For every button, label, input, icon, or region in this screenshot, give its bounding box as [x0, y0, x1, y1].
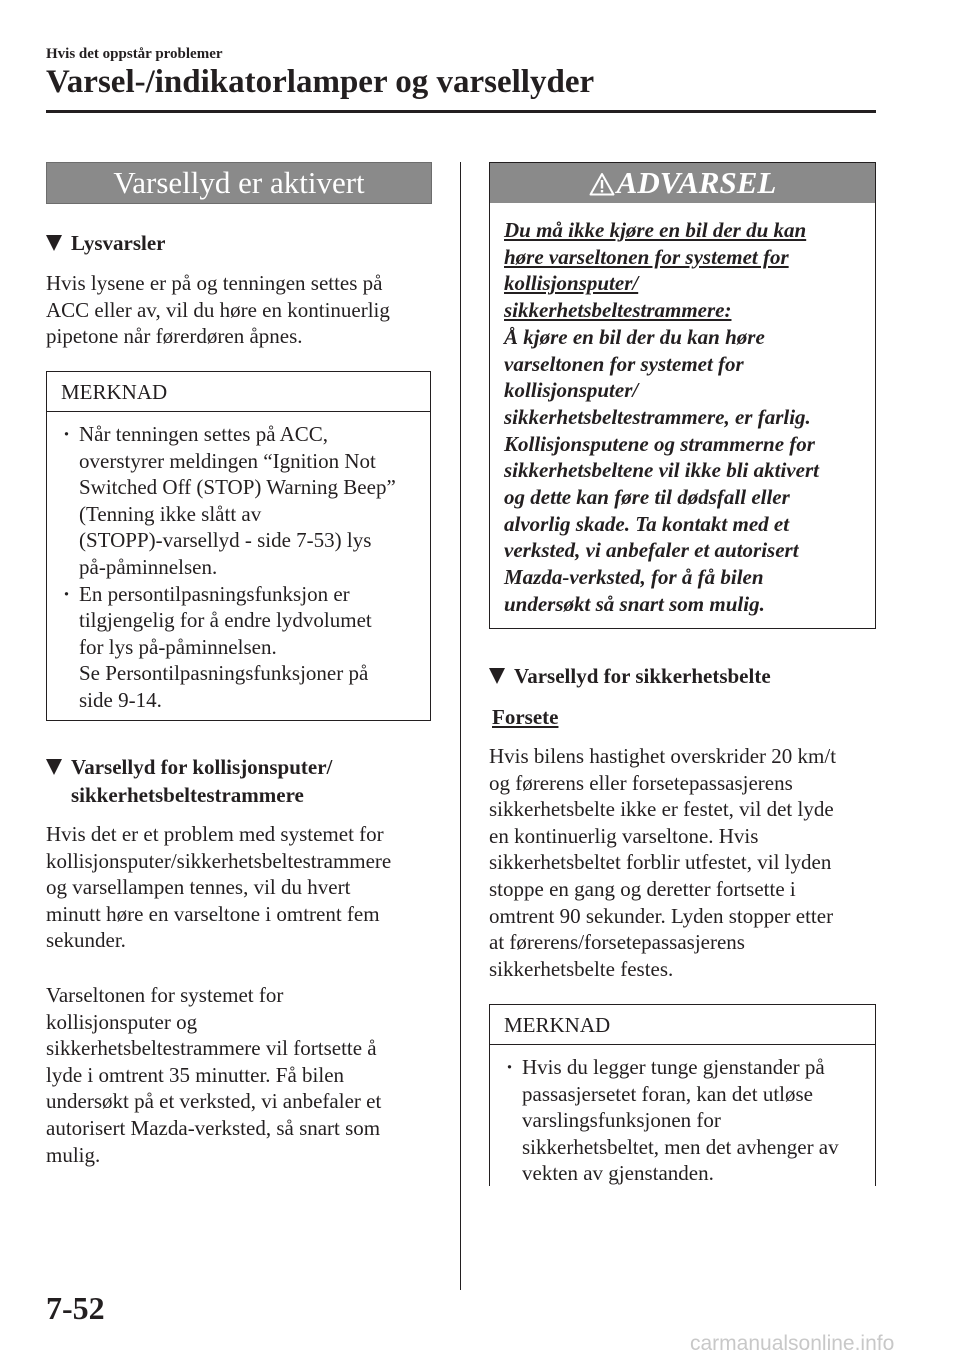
airbag-heading [46, 753, 332, 809]
triangle-bullet-icon [46, 759, 62, 775]
warning-heading [490, 163, 875, 203]
warning-lead: Du må ikke kjøre en bil der du kan høre varseltonen for systemet for kollisjonsputer/ sikkerhetsbeltestrammere: [504, 218, 807, 323]
lysvarsler-heading-text: Lysvarsler [71, 231, 166, 255]
note-heading: MERKNAD [490, 1005, 875, 1045]
forsete-subheading: Forsete [492, 705, 559, 729]
note-item: · Hvis du legger tunge gjenstander på passasjersetet foran, kan det utløse varslingsfunksjonen for sikkerhetsbeltet, men det avhenger av vekten av gjenstanden. [504, 1054, 865, 1187]
title-rule [46, 110, 876, 113]
warning-heading-text: ADVARSEL [616, 165, 777, 200]
chapter-label: Hvis det oppstår problemer [46, 46, 223, 62]
page-number: 7-52 [46, 1290, 105, 1326]
triangle-bullet-icon [489, 668, 505, 684]
seatbelt-heading-text: Varsellyd for sikkerhetsbelte [514, 664, 771, 688]
note-box-seatbelt [489, 1004, 876, 1186]
warning-body [490, 203, 875, 618]
note-item: · En persontilpasningsfunksjon er tilgjengelig for å endre lydvolumet for lys på-påminnelsen. Se Persontilpasningsfunksjoner på side 9-14. [61, 581, 420, 714]
watermark-site: carmanualsonline.info [690, 1332, 895, 1355]
airbag-heading-line2: sikkerhetsbeltestrammere [71, 783, 304, 807]
triangle-bullet-icon [46, 235, 62, 251]
note-box-lights [46, 371, 431, 721]
warning-box [489, 162, 876, 629]
warning-text: Å kjøre en bil der du kan høre varseltonen for systemet for kollisjonsputer/ sikkerhetsbeltestrammere, er farlig. Kollisjonsputene og strammerne for sikkerhetsbeltene vil ikke bli aktivert og dette kan føre til dødsfall eller alvorlig skade. Ta kontakt med et verksted, vi anbefaler et autorisert Mazda-verksted, for å få bilen undersøkt så snart som mulig. [504, 324, 819, 616]
warning-triangle-icon [589, 172, 615, 196]
airbag-heading-line1: Varsellyd for kollisjonsputer/ [71, 755, 333, 779]
seatbelt-heading [489, 662, 771, 690]
note-list [490, 1045, 875, 1187]
lysvarsler-heading [46, 229, 166, 257]
note-list [47, 412, 430, 714]
airbag-body-2: Varseltonen for systemet for kollisjonsputer og sikkerhetsbeltestrammere vil fortsette å lyde i omtrent 35 minutter. Få bilen undersøkt på et verksted, vi anbefaler et autorisert Mazda-verksted, så snart som mulig. [46, 983, 382, 1167]
seatbelt-body: Hvis bilens hastighet overskrider 20 km/t og førerens eller forsetepassasjerens sikkerhetsbelte ikke er festet, vil det lyde en kontinuerlig varseltone. Hvis sikkerhetsbeltet forblir utfestet, vil lyden stoppe en gang og deretter fortsette i omtrent 90 sekunder. Lyden stopper etter at førerens/forsetepassasjerens sikkerhetsbelte festes. [489, 744, 837, 981]
lysvarsler-body: Hvis lysene er på og tenningen settes på ACC eller av, vil du høre en kontinuerlig pipetone når førerdøren åpnes. [46, 271, 390, 349]
column-divider [460, 162, 461, 1290]
airbag-body-1: Hvis det er et problem med systemet for kollisjonsputer/sikkerhetsbeltestrammere og varsellampen tennes, vil du hvert minutt høre en varseltone i omtrent fem sekunder. [46, 822, 392, 953]
page-title: Varsel-/indikatorlamper og varsellyder [46, 64, 595, 100]
note-heading: MERKNAD [47, 372, 430, 412]
section-banner: Varsellyd er aktivert [46, 162, 432, 204]
note-item: · Når tenningen settes på ACC, overstyrer meldingen “Ignition Not Switched Off (STOP) Warning Beep” (Tenning ikke slått av (STOPP)-varsellyd - side 7-53) lys på-påminnelsen. [61, 421, 420, 581]
